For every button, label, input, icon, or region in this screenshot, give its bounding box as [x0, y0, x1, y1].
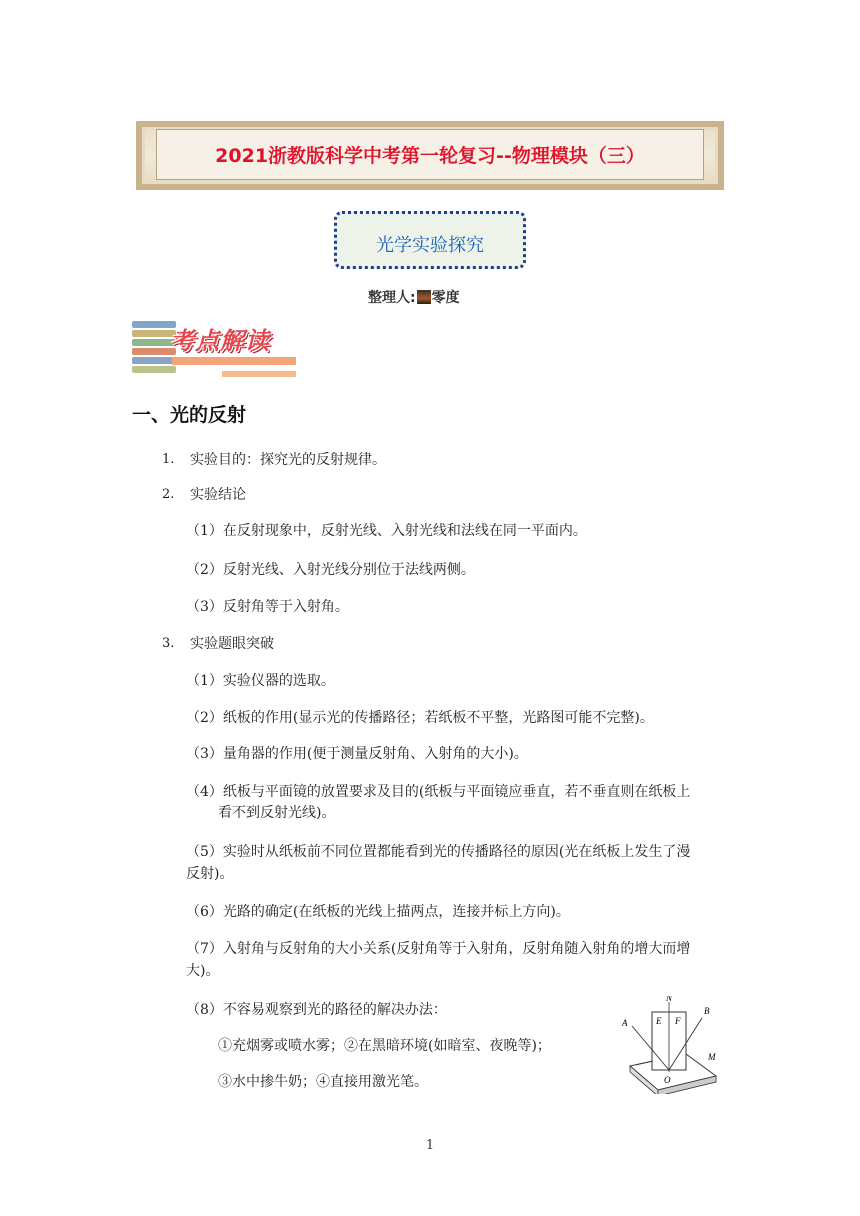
conclusion-line: （3）反射角等于入射角。	[186, 599, 349, 615]
page-number: 1	[425, 1138, 435, 1153]
badge-underline	[172, 357, 296, 365]
point-line: （6）光路的确定(在纸板的光线上描两点，连接并标上方向)。	[186, 904, 570, 920]
point-line-cont: 看不到反射光线)。	[218, 805, 336, 821]
author-name: 零度	[431, 290, 460, 306]
point-line: （4）纸板与平面镜的放置要求及目的(纸板与平面镜应垂直，若不垂直则在纸板上	[186, 784, 691, 800]
section-heading: 一、光的反射	[132, 404, 247, 426]
topic-box	[334, 211, 526, 269]
topic-title: 光学实验探究	[376, 235, 484, 256]
item-text: 实验结论	[190, 487, 246, 503]
conclusion-line: （2）反射光线、入射光线分别位于法线两侧。	[186, 562, 475, 578]
point-line: （1）实验仪器的选取。	[186, 673, 335, 689]
label-m: M	[708, 1052, 716, 1062]
label-a: A	[622, 1018, 628, 1028]
item-number: 3.	[162, 636, 175, 651]
author-label: 整理人:	[368, 290, 416, 306]
label-o: O	[664, 1075, 671, 1085]
item-text: 实验目的：探究光的反射规律。	[190, 452, 386, 468]
item-number: 1.	[162, 452, 175, 467]
author-line	[368, 287, 460, 307]
author-avatar-icon	[417, 290, 431, 304]
label-n: N	[665, 996, 673, 1003]
item-number: 2.	[162, 487, 175, 502]
section-badge	[132, 319, 296, 377]
method-line: ①充烟雾或喷水雾；②在黑暗环境(如暗室、夜晚等)；	[218, 1038, 551, 1054]
title-banner	[136, 121, 724, 190]
point-line: （3）量角器的作用(便于测量反射角、入射角的大小)。	[186, 746, 528, 762]
method-line: ③水中掺牛奶；④直接用激光笔。	[218, 1074, 428, 1090]
document-title: 2021浙教版科学中考第一轮复习--物理模块（三）	[215, 145, 645, 167]
label-f: F	[675, 1016, 681, 1026]
point-line: （8）不容易观察到光的路径的解决办法：	[186, 1002, 447, 1018]
conclusion-line: （1）在反射现象中，反射光线、入射光线和法线在同一平面内。	[186, 523, 587, 539]
reflection-diagram	[616, 996, 720, 1094]
point-line: （5）实验时从纸板前不同位置都能看到光的传播路径的原因(光在纸板上发生了漫	[186, 844, 691, 860]
label-b: B	[704, 1006, 710, 1016]
point-line: （2）纸板的作用(显示光的传播路径；若纸板不平整，光路图可能不完整)。	[186, 710, 654, 726]
badge-label: 考点解读	[170, 327, 270, 355]
badge-underline-short	[222, 371, 296, 377]
item-text: 实验题眼突破	[190, 636, 274, 652]
point-line: （7）入射角与反射角的大小关系(反射角等于入射角，反射角随入射角的增大而增	[186, 941, 691, 957]
point-line-cont: 大)。	[186, 963, 220, 979]
point-line-cont: 反射)。	[186, 866, 234, 882]
label-e: E	[656, 1016, 662, 1026]
